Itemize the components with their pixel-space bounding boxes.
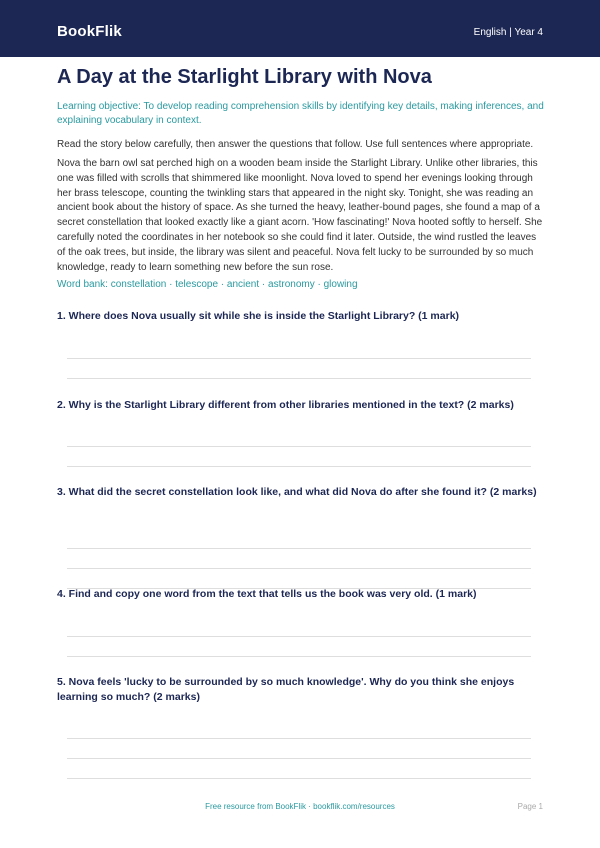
question-2: 2. Why is the Starlight Library different from other libraries mentioned in the text? (2 marks) (57, 399, 514, 411)
answer-line[interactable] (67, 548, 531, 549)
answer-line[interactable] (67, 446, 531, 447)
answer-line[interactable] (67, 738, 531, 739)
answer-line[interactable] (67, 568, 531, 569)
page-header (0, 0, 600, 57)
question-5: 5. Nova feels 'lucky to be surrounded by so much knowledge'. Why do you think she enjoys learning so much? (2 marks) (57, 676, 515, 703)
story-text: Nova the barn owl sat perched high on a wooden beam inside the Starlight Library. Unlike other libraries, this one was filled with scrolls that shimmered like moonlight. Nova loved to spend her evenings looking through her brass telescope, counting the twinkling stars that appeared in the night sky. Tonight, she was reading an ancient book about the history of space. As she turned the heavy, leather-bound pages, she found a map of a secret constellation that looked exactly like a giant acorn. 'How fascinating!' Nova hooted softly to herself. She carefully noted the coordinates in her notebook so she could find it later. Outside, the wind rustled the leaves of the oak trees, but inside, the library was silent and peaceful. Nova felt lucky to be surrounded by so much knowledge, ready to learn something new before the sun rose. (57, 158, 543, 273)
page-number: Page 1 (517, 802, 543, 811)
answer-line[interactable] (67, 358, 531, 359)
word-bank: Word bank: constellation · telescope · ancient · astronomy · glowing (57, 279, 358, 290)
page-title: A Day at the Starlight Library with Nova (57, 66, 432, 88)
learning-objective: Learning objective: To develop reading comprehension skills by identifying key details, making inferences, and explaining vocabulary in context. (57, 101, 544, 126)
brand-logo[interactable]: BookFlik (57, 23, 122, 40)
answer-line[interactable] (67, 378, 531, 379)
question-1: 1. Where does Nova usually sit while she is inside the Starlight Library? (1 mark) (57, 310, 460, 322)
answer-line[interactable] (67, 778, 531, 779)
footer-credit[interactable]: Free resource from BookFlik · bookflik.com/resources (205, 802, 395, 811)
instructions: Read the story below carefully, then answer the questions that follow. Use full sentences where appropriate. (57, 139, 534, 150)
question-4: 4. Find and copy one word from the text that tells us the book was very old. (1 mark) (57, 588, 477, 600)
answer-line[interactable] (67, 466, 531, 467)
answer-line[interactable] (67, 656, 531, 657)
answer-line[interactable] (67, 758, 531, 759)
subject-label: English | Year 4 (473, 27, 543, 38)
answer-line[interactable] (67, 636, 531, 637)
question-3: 3. What did the secret constellation look like, and what did Nova do after she found it? (2 marks) (57, 486, 537, 498)
